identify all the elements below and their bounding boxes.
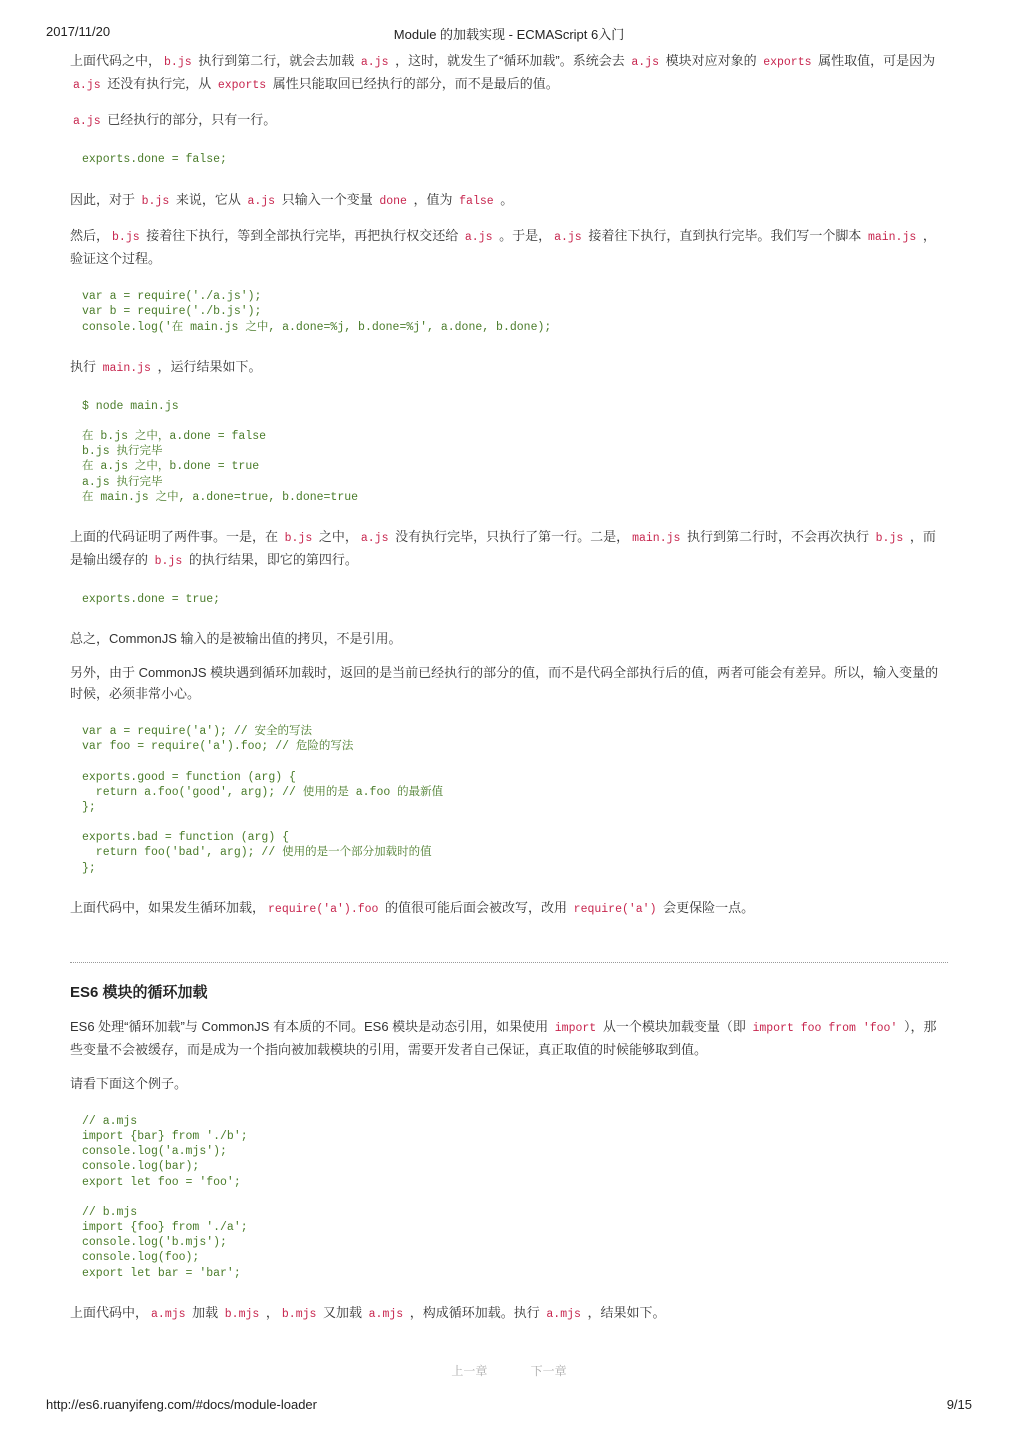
inline-code: import foo from 'foo' [752, 1021, 898, 1035]
paragraph: 总之，CommonJS 输入的是被输出值的拷贝，不是引用。 [70, 631, 402, 647]
inline-code: a.js [631, 56, 659, 69]
inline-code: require('a') [573, 902, 657, 916]
print-header [46, 24, 972, 42]
inline-code: import [554, 1021, 597, 1035]
paragraph: a.js 已经执行的部分，只有一行。 [70, 109, 948, 132]
inline-code: a.js [247, 195, 276, 209]
paragraph: ES6 处理“循环加载”与 CommonJS 有本质的不同。ES6 模块是动态引用，如果使用 import 从一个模块加载变量（即 import foo from 'foo' ），那些变量不会被缓存，而是成为一个指向被加载模块的引用，需要开发者自己保证，真正取值的时候能够取到值。 [70, 1018, 937, 1057]
section-heading: ES6 模块的循环加载 [70, 983, 208, 1001]
paragraph: 另外，由于 CommonJS 模块遇到循环加载时，返回的是当前已经执行的部分的值，而不是代码全部执行后的值，两者可能会有差异。所以，输入变量的时候，必须非常小心。 [70, 665, 939, 702]
paragraph: 然后， b.js 接着往下执行，等到全部执行完毕，再把执行权交还给 a.js 。于是， a.js 接着往下执行，直到执行完毕。我们写一个脚本 main.js ，验证这个过程。 [70, 228, 936, 267]
section-divider [70, 962, 948, 963]
inline-code: main.js [867, 231, 917, 245]
inline-code: false [459, 195, 494, 209]
code-block: exports.done = true; [82, 593, 221, 607]
next-chapter-link[interactable]: 下一章 [530, 1364, 567, 1378]
inline-code: main.js [102, 361, 151, 375]
inline-code: a.mjs [151, 1307, 186, 1321]
inline-code: exports [217, 79, 267, 92]
paragraph: 执行 main.js ，运行结果如下。 [70, 358, 262, 375]
page-url: http://es6.ruanyifeng.com/#docs/module-loader [46, 1397, 317, 1412]
code-block: exports.done = false; [82, 153, 227, 166]
inline-code: a.js [360, 532, 389, 546]
page-number: 9/15 [946, 1397, 972, 1412]
inline-code: done [379, 195, 407, 209]
paragraph: 因此，对于 b.js 来说，它从 a.js 只输入一个变量 done ，值为 false 。 [70, 192, 514, 209]
chapter-pager [0, 1362, 1018, 1379]
paragraph: 上面的代码证明了两件事。一是，在 b.js 之中， a.js 没有执行完毕，只执行了第一行。二是， main.js 执行到第二行时，不会再次执行 b.js ，而是输出缓存的 b.js 的执行结果，即它的第四行。 [70, 529, 936, 569]
page-title: Module 的加载实现 - ECMAScript 6入门 [393, 27, 625, 42]
paragraph: 上面代码中， a.mjs 加载 b.mjs ， b.mjs 又加载 a.mjs ，构成循环加载。执行 a.mjs ，结果如下。 [70, 1304, 666, 1321]
paragraph: 上面代码中，如果发生循环加载， require('a').foo 的值很可能后面会被改写，改用 require('a') 会更保险一点。 [70, 899, 755, 916]
inline-code: b.js [154, 555, 183, 569]
code-block: $ node main.js 在 b.js 之中，a.done = false b.js 执行完毕 在 a.js 之中，b.done = true a.js 执行完毕 在 main.js 之中, a.done=true, b.done=true [82, 399, 359, 504]
inline-code: b.js [112, 231, 140, 245]
inline-code: b.mjs [281, 1307, 317, 1321]
inline-code: a.js [360, 56, 389, 69]
code-block: var a = require('a'); // 安全的写法 var foo = require('a').foo; // 危险的写法 exports.good = function (arg) { return a.foo('good', arg); // 使用的是 a.foo 的最新值 }; exports.bad = function (arg) { return foo('bad', arg); // 使用的是一个部分加载时的值 }; [82, 725, 444, 875]
inline-code: b.mjs [224, 1307, 260, 1321]
inline-code: main.js [632, 532, 681, 546]
inline-code: b.js [164, 56, 192, 69]
inline-code: exports [763, 56, 812, 69]
article-body [70, 50, 948, 1325]
inline-code: b.js [141, 195, 170, 209]
inline-code: a.js [73, 79, 101, 92]
inline-code: a.mjs [368, 1307, 404, 1321]
paragraph: 请看下面这个例子。 [70, 1075, 188, 1091]
code-block: var a = require('./a.js'); var b = require('./b.js'); console.log('在 main.js 之中, a.done=%j, b.done=%j', a.done, b.done); [82, 290, 552, 334]
print-date: 2017/11/20 [46, 24, 111, 39]
code-block: // a.mjs import {bar} from './b'; console.log('a.mjs'); console.log(bar); export let foo = 'foo'; // b.mjs import {foo} from './a'; console.log('b.mjs'); console.log(foo); export let bar = 'bar'; [82, 1114, 248, 1280]
inline-code: a.mjs [546, 1307, 581, 1321]
inline-code: a.js [464, 231, 493, 245]
print-footer [46, 1397, 972, 1415]
inline-code: b.js [284, 532, 313, 546]
paragraph: 上面代码之中， b.js 执行到第二行，就会去加载 a.js ，这时，就发生了“循环加载”。系统会去 a.js 模块对应对象的 exports 属性取值，可是因为 a.js 还没有执行完，从 exports 属性只能取回已经执行的部分，而不是最后的值。 [70, 53, 936, 92]
prev-chapter-link[interactable]: 上一章 [451, 1364, 488, 1378]
inline-code: a.js [73, 115, 101, 128]
inline-code: a.js [554, 231, 582, 245]
inline-code: b.js [875, 532, 904, 546]
inline-code: require('a').foo [268, 902, 379, 916]
